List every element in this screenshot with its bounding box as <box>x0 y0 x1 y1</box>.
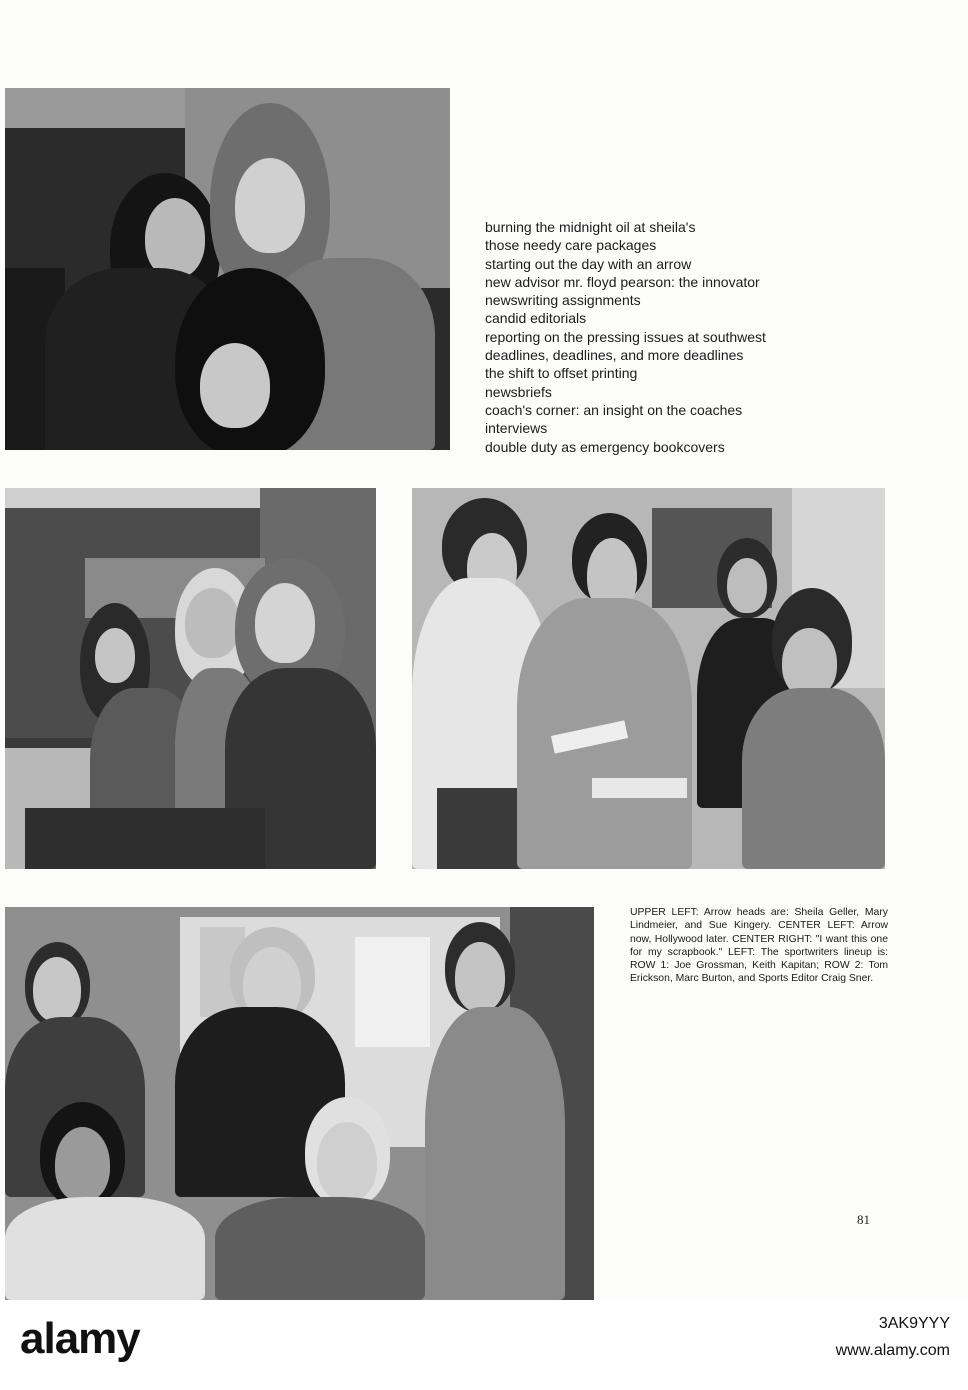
photo-upper-left <box>5 88 450 450</box>
topic-item: candid editorials <box>485 310 587 327</box>
stock-watermark-footer <box>0 1300 968 1390</box>
topic-item: double duty as emergency bookcovers <box>485 438 725 455</box>
image-id: 3AK9YYY <box>878 1315 950 1332</box>
photo-center-left <box>5 488 376 869</box>
topic-item: burning the midnight oil at sheila's <box>485 219 696 235</box>
topic-item: those needy care packages <box>485 237 657 254</box>
topic-item: coach's corner: an insight on the coaches <box>485 401 743 418</box>
alamy-logo: alamy <box>20 1314 140 1363</box>
photo-center-right <box>412 488 885 869</box>
topic-item: newswriting assignments <box>485 292 641 309</box>
site-url: www.alamy.com <box>835 1342 950 1359</box>
topic-item: deadlines, deadlines, and more deadlines <box>485 347 744 364</box>
photo-lower-left <box>5 907 594 1300</box>
page-number: 81 <box>857 1212 870 1227</box>
topic-item: interviews <box>485 420 548 437</box>
topic-item: newsbriefs <box>485 383 552 400</box>
topic-item: new advisor mr. floyd pearson: the innovator <box>485 273 760 290</box>
topic-item: the shift to offset printing <box>485 365 638 382</box>
topic-item: starting out the day with an arrow <box>485 255 692 272</box>
topic-item: reporting on the pressing issues at southwest <box>485 328 766 345</box>
photo-caption: UPPER LEFT: Arrow heads are: Sheila Geller, Mary Lindmeier, and Sue Kingery. CENTER LEFT: Arrow now, Hollywood later. CENTER RIGHT: "I want this one for my scrapbook." LEFT: The sportwriters lineup is: ROW 1: Joe Grossman, Keith Kapitan; ROW 2: Tom Erickson, Marc Burton, and Sports Editor Craig Sner. <box>630 907 888 985</box>
article-topics-list <box>485 218 766 456</box>
